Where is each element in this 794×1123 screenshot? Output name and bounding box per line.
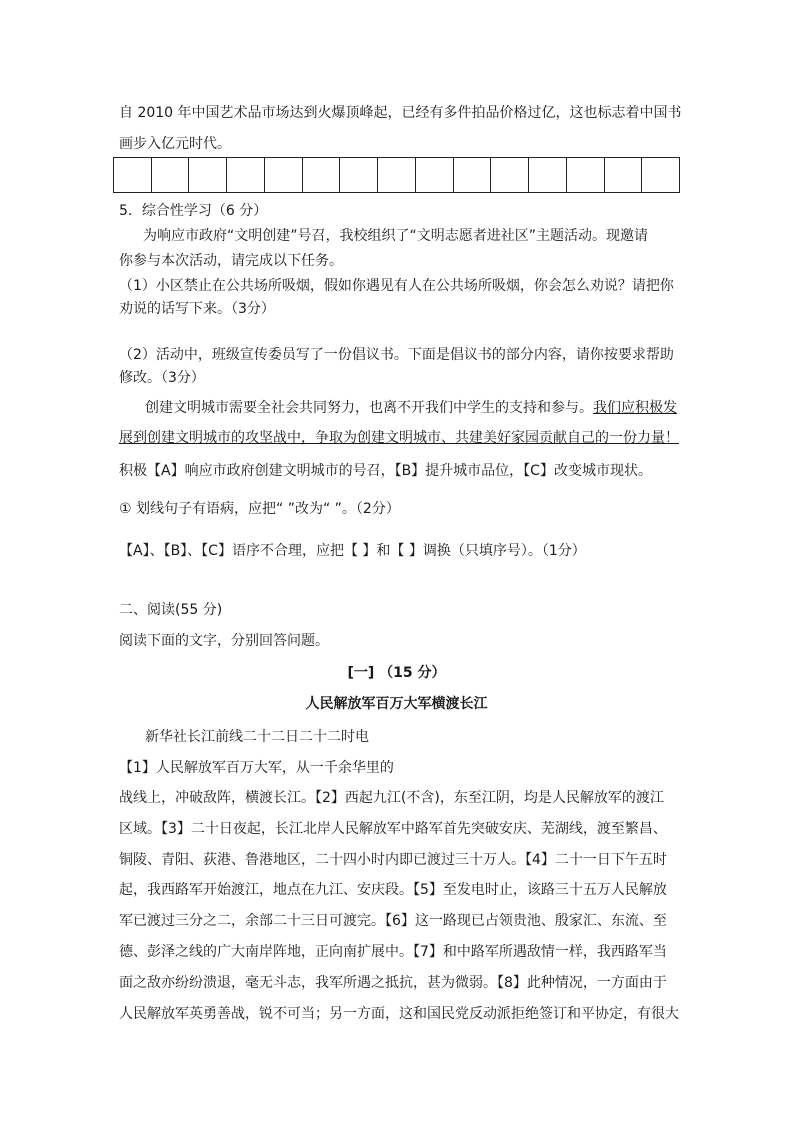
- reading-section-label: [一] （15 分）: [347, 665, 446, 681]
- article-line: 人民解放军英勇善战，锐不可当；另一方面，这和国民党反动派拒绝签订和平协定，有很大: [119, 1006, 679, 1022]
- q5-part2-line-1: （2）活动中，班级宣传委员写了一份倡议书。下面是倡议书的部分内容，请你按要求帮助: [119, 347, 674, 363]
- intro-line-2: 画步入亿元时代。: [119, 136, 231, 152]
- q5-sub-question-1: ① 划线句子有语病，应把“ ”改为“ ”。（2分）: [119, 501, 400, 517]
- q5-part1-line-2: 劝说的话写下来。（3分）: [119, 301, 275, 317]
- grid-cell[interactable]: [265, 158, 303, 192]
- article-line: 铜陵、青阳、荻港、鲁港地区，二十四小时内即已渡过三十万人。【4】二十一日下午五时: [119, 852, 667, 868]
- grid-cell[interactable]: [642, 158, 680, 192]
- q5-heading: 5．综合性学习（6 分）: [119, 203, 268, 219]
- proposal-line-3: 积极【A】响应市政府创建文明城市的号召，【B】提升城市品位，【C】改变城市现状。: [119, 463, 652, 479]
- article-dateline: 新华社长江前线二十二日二十二时电: [145, 729, 369, 745]
- grid-cell[interactable]: [529, 158, 567, 192]
- intro-line-1: 自 2010 年中国艺术品市场达到火爆顶峰起，已经有多件拍品价格过亿，这也标志着中国书: [119, 105, 682, 121]
- article-title: 人民解放军百万大军横渡长江: [305, 696, 488, 712]
- proposal-underlined-sentence-start: 我们应积极发: [593, 400, 677, 416]
- article-line: 区域。【3】二十日夜起，长江北岸人民解放军中路军首先突破安庆、芜湖线，渡至繁昌、: [119, 821, 667, 837]
- article-line: 面之敌亦纷纷溃退，毫无斗志，我军所遇之抵抗，甚为微弱。【8】此种情况，一方面由于: [119, 975, 667, 991]
- article-line: 德、彭泽之线的广大南岸阵地，正向南扩展中。【7】和中路军所遇敌情一样，我西路军当: [119, 944, 667, 960]
- grid-cell[interactable]: [416, 158, 454, 192]
- q5-intro-line-2: 你参与本次活动，请完成以下任务。: [119, 253, 343, 269]
- grid-cell[interactable]: [189, 158, 227, 192]
- grid-cell[interactable]: [605, 158, 643, 192]
- grid-cell[interactable]: [567, 158, 605, 192]
- grid-cell[interactable]: [303, 158, 341, 192]
- article-line: 战线上，冲破敌阵，横渡长江。【2】西起九江(不含)，东至江阴，均是人民解放军的渡江: [119, 790, 664, 806]
- grid-cell[interactable]: [227, 158, 265, 192]
- grid-cell[interactable]: [491, 158, 529, 192]
- q5-part2-line-2: 修改。（3分）: [119, 370, 205, 386]
- grid-cell[interactable]: [114, 158, 152, 192]
- grid-cell[interactable]: [340, 158, 378, 192]
- grid-cell[interactable]: [152, 158, 190, 192]
- grid-cell[interactable]: [454, 158, 492, 192]
- proposal-underlined-sentence-end: 展到创建文明城市的攻坚战中，争取为创建文明城市、共建美好家园贡献自己的一份力量！: [119, 430, 679, 446]
- reading-instruction: 阅读下面的文字，分别回答问题。: [119, 633, 329, 649]
- proposal-plain-text: 创建文明城市需要全社会共同努力，也离不开我们中学生的支持和参与。: [145, 400, 593, 416]
- answer-grid[interactable]: [113, 157, 680, 193]
- reading-heading: 二、阅读(55 分): [119, 602, 223, 618]
- article-line: 军已渡过三分之二，余部二十三日可渡完。【6】这一路现已占领贵池、殷家汇、东流、至: [119, 913, 667, 929]
- grid-cell[interactable]: [378, 158, 416, 192]
- q5-intro-line-1: 为响应市政府“文明创建”号召，我校组织了“文明志愿者进社区”主题活动。现邀请: [143, 228, 649, 244]
- q5-sub-question-2: 【A】、【B】、【C】语序不合理，应把【 】和【 】调换（只填序号）。（1分）: [119, 543, 586, 559]
- proposal-line-1: [145, 398, 677, 418]
- q5-part1-line-1: （1）小区禁止在公共场所吸烟，假如你遇见有人在公共场所吸烟，你会怎么劝说？请把你: [119, 278, 674, 294]
- article-line: 【1】人民解放军百万大军，从一千余华里的: [119, 760, 394, 776]
- article-line: 起，我西路军开始渡江，地点在九江、安庆段。【5】至发电时止，该路三十五万人民解放: [119, 882, 667, 898]
